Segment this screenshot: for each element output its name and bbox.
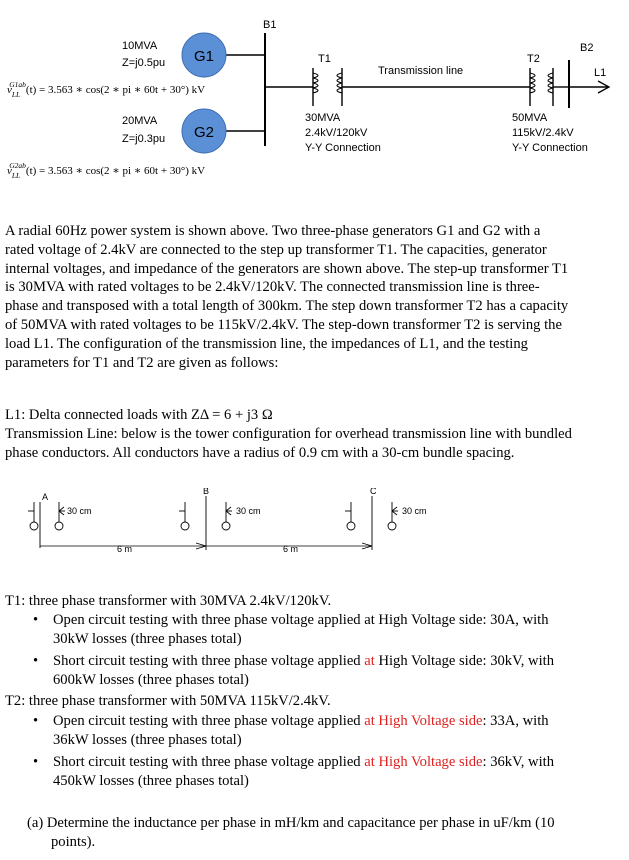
- t1-voltage: 2.4kV/120kV: [305, 127, 368, 139]
- g1-voltage-formula: [7, 80, 205, 99]
- g2-v-prefix: v: [7, 165, 12, 177]
- tline-line: phase conductors. All conductors have a radius of 0.9 cm with a 30-cm bundle spacing.: [5, 444, 515, 461]
- t2-b2-post: : 36kV, with: [482, 754, 554, 770]
- bullet-dot: •: [33, 612, 39, 628]
- t1-connection: Y-Y Connection: [305, 142, 381, 154]
- phase-a-label: A: [42, 492, 49, 502]
- g1-rating: 10MVA: [122, 40, 158, 52]
- intro-line: A radial 60Hz power system is shown above. Two three-phase generators G1 and G2 with a: [5, 223, 541, 239]
- g2-rating: 20MVA: [122, 115, 158, 127]
- t1-b1-line1: Open circuit testing with three phase voltage applied at High Voltage side: 30A, with: [53, 612, 549, 628]
- t2-b1-pre: Open circuit testing with three phase voltage applied: [53, 713, 365, 729]
- transformer-t1-symbol: [313, 68, 342, 106]
- t1-rating: 30MVA: [305, 112, 341, 124]
- bus-b2-label: B2: [580, 42, 594, 54]
- phase-c-bundle: [345, 496, 398, 550]
- phase-a-bundle-spacing: 30 cm: [67, 506, 92, 516]
- t2-label: T2: [527, 53, 540, 65]
- g2-label: G2: [193, 124, 215, 141]
- phase-c-bundle-spacing: 30 cm: [402, 506, 427, 516]
- t1-bullet-1: [33, 611, 623, 649]
- t2-heading: [5, 692, 625, 711]
- g2-impedance: Z=j0.3pu: [122, 133, 166, 145]
- t1-b2-highlight: at: [364, 653, 375, 669]
- intro-paragraph: [5, 222, 625, 372]
- bullet-dot: •: [33, 754, 39, 770]
- phase-b-bundle: [179, 496, 232, 550]
- bullet-dot: •: [33, 713, 39, 729]
- t2-b2-line2: 450kW losses (three phases total): [53, 772, 249, 789]
- t2-b2-pre: Short circuit testing with three phase voltage applied: [53, 754, 365, 770]
- g2-v-expr: (t) = 3.563 ∗ cos(2 ∗ pi ∗ 60t + 30°) kV: [25, 165, 206, 177]
- t2-b2-highlight: at High Voltage side: [364, 754, 483, 770]
- g1-v-expr: (t) = 3.563 ∗ cos(2 ∗ pi ∗ 60t + 30°) kV: [25, 84, 206, 96]
- intro-line: load L1. The configuration of the transmission line, the impedances of L1, and the testing: [5, 335, 528, 352]
- t1-bullet-2: [33, 652, 623, 690]
- bus-b1-label: B1: [263, 19, 277, 31]
- intro-line: of 50MVA with rated voltages to be 115kV/2.4kV. The step-down transformer T2 is serving the: [5, 316, 562, 333]
- intro-line: internal voltages, and impedance of the generators are shown above. The step-up transformer T1: [5, 260, 569, 277]
- load-line-text: L1: Delta connected loads with ZΔ = 6 + j3 Ω: [5, 407, 273, 423]
- t1-b2-post: High Voltage side: 30kV, with: [374, 653, 554, 669]
- g2-v-sup: G2ab: [9, 161, 26, 170]
- tline-line: Transmission Line: below is the tower configuration for overhead transmission line with bundled: [5, 425, 572, 442]
- t2-b1-line1: [53, 712, 623, 731]
- t2-b2-line1: [53, 753, 623, 772]
- t2-b1-post: : 33A, with: [482, 713, 549, 729]
- intro-line: rated voltage of 2.4kV are connected to the step up transformer T1. The capacities, generator: [5, 241, 547, 258]
- t1-heading-text: T1: three phase transformer with 30MVA 2.4kV/120kV.: [5, 593, 332, 609]
- circuit-diagram: [0, 0, 629, 200]
- t2-voltage: 115kV/2.4kV: [512, 127, 574, 139]
- g1-v-sub: LL: [11, 90, 21, 99]
- bullet-dot: •: [33, 653, 39, 669]
- phase-b-bundle-spacing: 30 cm: [236, 506, 261, 516]
- t2-bullet-2: [33, 753, 623, 791]
- intro-line: parameters for T1 and T2 are given as follows:: [5, 354, 279, 371]
- g1-impedance: Z=j0.5pu: [122, 57, 166, 69]
- transformer-t2-symbol: [530, 68, 553, 106]
- t2-rating: 50MVA: [512, 112, 548, 124]
- load-label: L1: [594, 67, 607, 79]
- t2-b1-line2: 36kW losses (three phases total): [53, 731, 242, 748]
- g2-voltage-formula: [7, 161, 205, 180]
- g1-v-prefix: v: [7, 84, 12, 96]
- question-line: points).: [51, 833, 96, 850]
- question-a: [27, 814, 625, 852]
- t2-connection: Y-Y Connection: [512, 142, 588, 154]
- ab-spacing-label: 6 m: [117, 544, 133, 554]
- phase-a-bundle: [28, 502, 65, 548]
- intro-line: is 30MVA with rated voltages to be 2.4kV/120kV. The connected transmission line is three-: [5, 279, 540, 296]
- t1-b2-line1: [53, 652, 623, 671]
- t1-heading: [5, 592, 625, 611]
- t2-b1-highlight: at High Voltage side: [364, 713, 483, 729]
- t1-b1-line2: 30kW losses (three phases total): [53, 630, 242, 647]
- t1-b2-line2: 600kW losses (three phases total): [53, 671, 249, 688]
- t2-heading-text: T2: three phase transformer with 50MVA 115kV/2.4kV.: [5, 693, 331, 709]
- load-paragraph: [5, 406, 625, 462]
- transmission-line-label: Transmission line: [378, 65, 464, 77]
- question-line: (a) Determine the inductance per phase in mH/km and capacitance per phase in uF/km (10: [27, 815, 555, 831]
- t2-bullet-1: [33, 712, 623, 750]
- intro-line: phase and transposed with a total length of 300km. The step down transformer T2 has a capacity: [5, 298, 569, 315]
- phase-b-label: B: [203, 488, 210, 496]
- g2-v-sub: LL: [11, 171, 21, 180]
- t1-b2-pre: Short circuit testing with three phase voltage applied: [53, 653, 365, 669]
- g1-label: G1: [193, 48, 215, 65]
- phase-c-label: C: [370, 488, 377, 496]
- tower-configuration: [0, 488, 629, 560]
- t1-label: T1: [318, 53, 331, 65]
- g1-v-sup: G1ab: [9, 80, 26, 89]
- bc-spacing-label: 6 m: [283, 544, 299, 554]
